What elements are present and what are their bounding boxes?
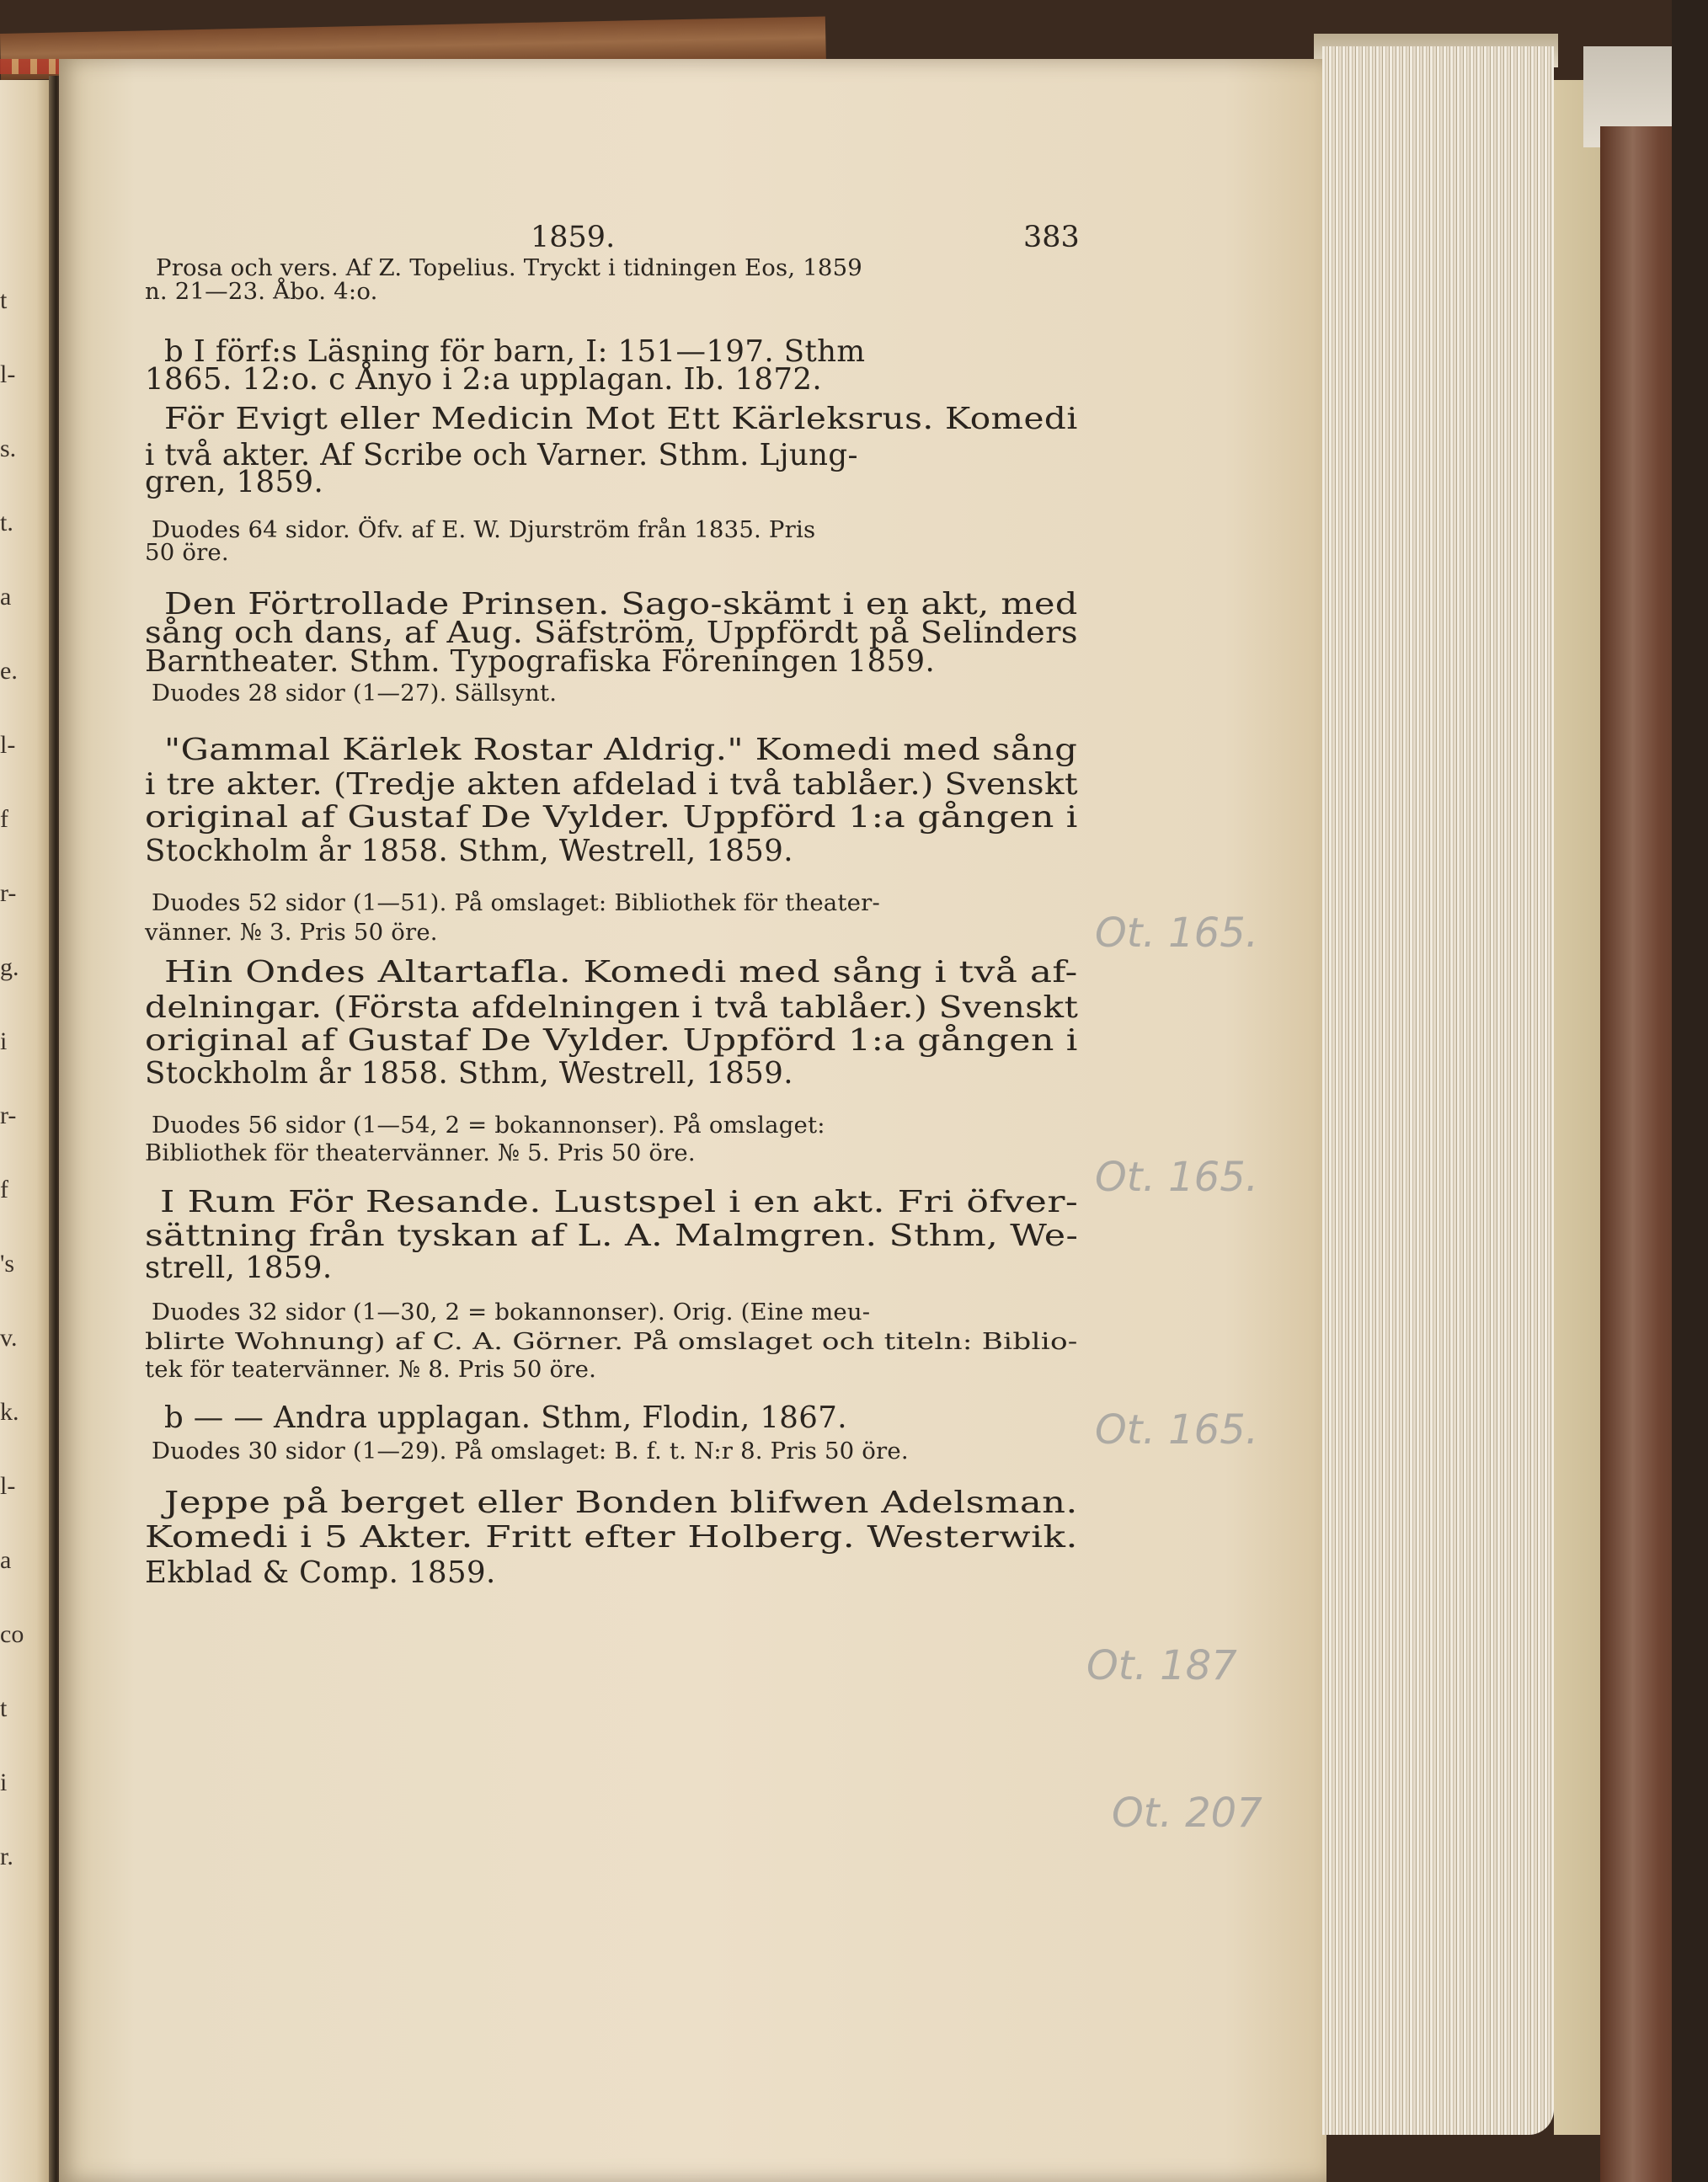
text-line: original af Gustaf De Vylder. Uppförd 1:a gången i <box>145 800 1078 835</box>
text-line: sång och dans, af Aug. Säfström, Uppfördt på Selinders <box>145 616 1078 650</box>
cover-board <box>1554 80 1604 2135</box>
text-line: i två akter. Af Scribe och Varner. Sthm. Ljung- <box>145 438 858 472</box>
pencil-shelfmark-note: Ot. 187 <box>1086 1642 1237 1689</box>
text-line: 50 öre. <box>145 539 229 566</box>
pencil-shelfmark-note: Ot. 165. <box>1095 1406 1258 1454</box>
text-line: delningar. (Första afdelningen i två tablåer.) Svenskt <box>145 990 1079 1025</box>
facing-page-letter: i <box>0 1027 8 1055</box>
facing-page-letter: k. <box>0 1398 19 1426</box>
text-line: Duodes 32 sidor (1—30, 2 = bokannonser). Orig. (Eine meu- <box>152 1299 871 1326</box>
facing-page-letter: r. <box>0 1843 13 1870</box>
facing-page-letter: i <box>0 1769 8 1796</box>
text-line: Duodes 64 sidor. Öfv. af E. W. Djurström från 1835. Pris <box>152 516 816 543</box>
text-line: Duodes 56 sidor (1—54, 2 = bokannonser). På omslaget: <box>152 1112 825 1139</box>
text-line: För Evigt eller Medicin Mot Ett Kärleksrus. Komedi <box>164 402 1078 436</box>
text-line: Ekblad & Comp. 1859. <box>145 1555 496 1590</box>
text-line: Stockholm år 1858. Sthm, Westrell, 1859. <box>145 834 793 868</box>
facing-page-letter: a <box>0 583 12 611</box>
text-line: vänner. № 3. Pris 50 öre. <box>145 919 438 946</box>
facing-page-letter: t <box>0 286 8 314</box>
facing-page-letter: l- <box>0 1472 16 1500</box>
facing-page-letter: 's <box>0 1250 15 1278</box>
text-line: Duodes 52 sidor (1—51). På omslaget: Bibliothek för theater- <box>152 889 880 916</box>
text-line: Bibliothek för theatervänner. № 5. Pris 50 öre. <box>145 1139 696 1166</box>
text-line: Komedi i 5 Akter. Fritt efter Holberg. Westerwik. <box>145 1520 1078 1555</box>
facing-page-letter: f <box>0 805 8 833</box>
facing-page-letter: l- <box>0 360 16 388</box>
text-line: n. 21—23. Åbo. 4:o. <box>145 278 378 305</box>
text-line: original af Gustaf De Vylder. Uppförd 1:a gången i <box>145 1023 1078 1058</box>
facing-page-letter: r- <box>0 1102 17 1129</box>
text-line: b I förf:s Läsning för barn, I: 151—197. Sthm <box>164 334 866 369</box>
text-line: Jeppe på berget eller Bonden blifwen Adelsman. <box>164 1486 1078 1520</box>
page-edges <box>1322 46 1554 2135</box>
facing-page-letter: s. <box>0 435 17 462</box>
facing-page-letter: l- <box>0 731 16 759</box>
text-line: Duodes 30 sidor (1—29). På omslaget: B. f. t. N:r 8. Pris 50 öre. <box>152 1438 909 1464</box>
text-line: b — — Andra upplagan. Sthm, Flodin, 1867. <box>164 1400 847 1435</box>
background-edge <box>1672 0 1708 2182</box>
facing-page-letters <box>0 278 24 1908</box>
text-line: strell, 1859. <box>145 1251 333 1285</box>
text-line: Stockholm år 1858. Sthm, Westrell, 1859. <box>145 1056 793 1091</box>
text-line: Hin Ondes Altartafla. Komedi med sång i två af- <box>164 955 1078 990</box>
facing-page-letter: g. <box>0 953 19 981</box>
facing-page-letter: t <box>0 1694 8 1722</box>
text-line: Barntheater. Sthm. Typografiska Föreningen 1859. <box>145 644 936 679</box>
facing-page-letter: f <box>0 1176 8 1203</box>
text-line: blirte Wohnung) af C. A. Görner. På omslaget och titeln: Biblio- <box>145 1328 1078 1355</box>
pencil-shelfmark-note: Ot. 165. <box>1095 910 1258 957</box>
text-line: Den Förtrollade Prinsen. Sago-skämt i en akt, med <box>164 587 1078 622</box>
facing-page-letter: co <box>0 1620 24 1648</box>
page-number: 383 <box>1023 221 1080 254</box>
facing-page-letter: t. <box>0 509 13 536</box>
text-line: gren, 1859. <box>145 465 324 499</box>
text-line: Prosa och vers. Af Z. Topelius. Tryckt i tidningen Eos, 1859 <box>156 254 862 281</box>
facing-page-letter: r- <box>0 879 17 907</box>
facing-page-letter: e. <box>0 657 18 685</box>
text-line: Duodes 28 sidor (1—27). Sällsynt. <box>152 680 558 707</box>
text-line: "Gammal Kärlek Rostar Aldrig." Komedi med sång <box>164 733 1078 767</box>
header-year: 1859. <box>531 221 616 254</box>
text-line: 1865. 12:o. c Ånyo i 2:a upplagan. Ib. 1872. <box>145 362 823 397</box>
facing-page-letter: v. <box>0 1324 18 1352</box>
pencil-shelfmark-note: Ot. 207 <box>1112 1790 1262 1837</box>
text-line: i tre akter. (Tredje akten afdelad i två tablåer.) Svenskt <box>145 767 1078 802</box>
text-line: sättning från tyskan af L. A. Malmgren. Sthm, We- <box>145 1219 1079 1253</box>
text-line: I Rum För Resande. Lustspel i en akt. Fri öfver- <box>160 1185 1079 1219</box>
text-line: tek för teatervänner. № 8. Pris 50 öre. <box>145 1356 597 1383</box>
pencil-shelfmark-note: Ot. 165. <box>1095 1154 1258 1201</box>
facing-page-letter: a <box>0 1546 12 1574</box>
